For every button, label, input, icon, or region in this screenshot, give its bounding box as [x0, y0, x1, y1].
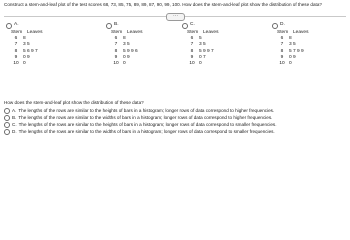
- stem-header: Stem: [11, 30, 23, 35]
- option-c-letter: C.: [190, 22, 195, 28]
- leaves-value: 8: [289, 36, 292, 41]
- option-a-letter: A.: [14, 22, 19, 28]
- option-a-radio[interactable]: [6, 23, 12, 29]
- leaves-value: 8: [23, 36, 26, 41]
- leaves-value: 5: [199, 36, 202, 41]
- leaves-value: 0 9: [23, 54, 30, 60]
- stem-value: 9: [14, 54, 18, 60]
- plot-row: [111, 61, 186, 67]
- stem-value: 9: [190, 54, 194, 60]
- answer-a-text: The lengths of the rows are similar to the heights of bars in a histogram; longer rows of data correspond to higher frequencies.: [18, 108, 275, 113]
- leaves-value: 5 7 9 9: [289, 48, 304, 54]
- followup-question: How does the stem-and-leaf plot show the distribution of these data?: [4, 100, 144, 105]
- plot-row: [277, 61, 350, 67]
- answer-a[interactable]: [4, 108, 274, 114]
- stem-value: 10: [113, 61, 119, 67]
- option-a[interactable]: [6, 22, 86, 67]
- stem-value: 7: [280, 42, 284, 48]
- stem-leaf-plot: [277, 30, 350, 67]
- answer-b-letter: B.: [12, 115, 17, 120]
- stem-leaf-plot: [111, 30, 186, 67]
- leaves-value: 0: [289, 61, 292, 67]
- stem-value: 6: [190, 36, 194, 41]
- leaves-value: 3 5: [23, 42, 30, 48]
- option-d-radio[interactable]: [272, 23, 278, 29]
- answer-a-radio[interactable]: [4, 108, 10, 114]
- leaves-value: 5 9 9 6: [123, 48, 138, 54]
- answer-c-letter: C.: [12, 122, 17, 127]
- stem-value: 7: [114, 42, 118, 48]
- leaves-value: 3 5: [123, 42, 130, 48]
- leaves-header: Leaves: [27, 30, 43, 35]
- leaves-header: Leaves: [127, 30, 143, 35]
- option-c[interactable]: [182, 22, 262, 67]
- stem-leaf-plot: [11, 30, 86, 67]
- answer-c[interactable]: [4, 122, 276, 128]
- leaves-value: 3 5: [289, 42, 296, 48]
- answer-a-letter: A.: [12, 108, 17, 113]
- expand-more-button[interactable]: ···: [166, 13, 185, 21]
- leaves-header: Leaves: [203, 30, 219, 35]
- answer-c-radio[interactable]: [4, 122, 10, 128]
- answer-d-radio[interactable]: [4, 129, 10, 135]
- answer-b-radio[interactable]: [4, 115, 10, 121]
- question-text: Construct a stem-and-leaf plot of the test scores 68, 73, 85, 75, 89, 89, 87, 90, 99, 100. How does the stem-and-leaf plot show the distribution of these data?: [4, 2, 322, 7]
- stem-value: 9: [114, 54, 118, 60]
- leaves-value: 0 7: [199, 54, 206, 60]
- plot-row: [187, 61, 262, 67]
- option-c-radio[interactable]: [182, 23, 188, 29]
- answer-d-letter: D.: [12, 129, 17, 134]
- stem-leaf-plot: [187, 30, 262, 67]
- stem-value: 10: [189, 61, 195, 67]
- leaves-value: 0: [123, 61, 126, 67]
- option-b-letter: B.: [114, 22, 119, 28]
- stem-value: 6: [14, 36, 18, 41]
- leaves-header: Leaves: [293, 30, 309, 35]
- leaves-value: 8: [123, 36, 126, 41]
- stem-value: 7: [190, 42, 194, 48]
- stem-value: 8: [190, 48, 194, 54]
- answer-b[interactable]: [4, 115, 272, 121]
- option-d-letter: D.: [280, 22, 285, 28]
- answer-d-text: The lengths of the rows are similar to the widths of bars in a histogram; longer rows of data correspond to smaller frequencies.: [18, 129, 275, 134]
- stem-value: 6: [280, 36, 284, 41]
- leaves-value: 0 9: [123, 54, 130, 60]
- stem-value: 6: [114, 36, 118, 41]
- leaves-value: 0 9: [289, 54, 296, 60]
- answer-d[interactable]: [4, 129, 275, 135]
- option-b[interactable]: [106, 22, 186, 67]
- stem-value: 8: [14, 48, 18, 54]
- stem-value: 10: [13, 61, 19, 67]
- stem-header: Stem: [187, 30, 199, 35]
- leaves-value: 5 6 9 7: [23, 48, 38, 54]
- stem-header: Stem: [277, 30, 289, 35]
- stem-value: 9: [280, 54, 284, 60]
- stem-value: 7: [14, 42, 18, 48]
- leaves-value: 5 9 9 7: [199, 48, 214, 54]
- stem-value: 8: [280, 48, 284, 54]
- answer-c-text: The lengths of the rows are similar to the heights of bars in a histogram; longer rows of data correspond to smaller frequencies.: [18, 122, 277, 127]
- answer-b-text: The lengths of the rows are similar to the widths of bars in a histogram; longer rows of data correspond to higher frequencies.: [18, 115, 273, 120]
- leaves-value: 0: [23, 61, 26, 67]
- leaves-value: 3 5: [199, 42, 206, 48]
- plot-row: [11, 61, 86, 67]
- option-d[interactable]: [272, 22, 350, 67]
- leaves-value: 0: [199, 61, 202, 67]
- option-b-radio[interactable]: [106, 23, 112, 29]
- stem-value: 8: [114, 48, 118, 54]
- stem-value: 10: [279, 61, 285, 67]
- stem-header: Stem: [111, 30, 123, 35]
